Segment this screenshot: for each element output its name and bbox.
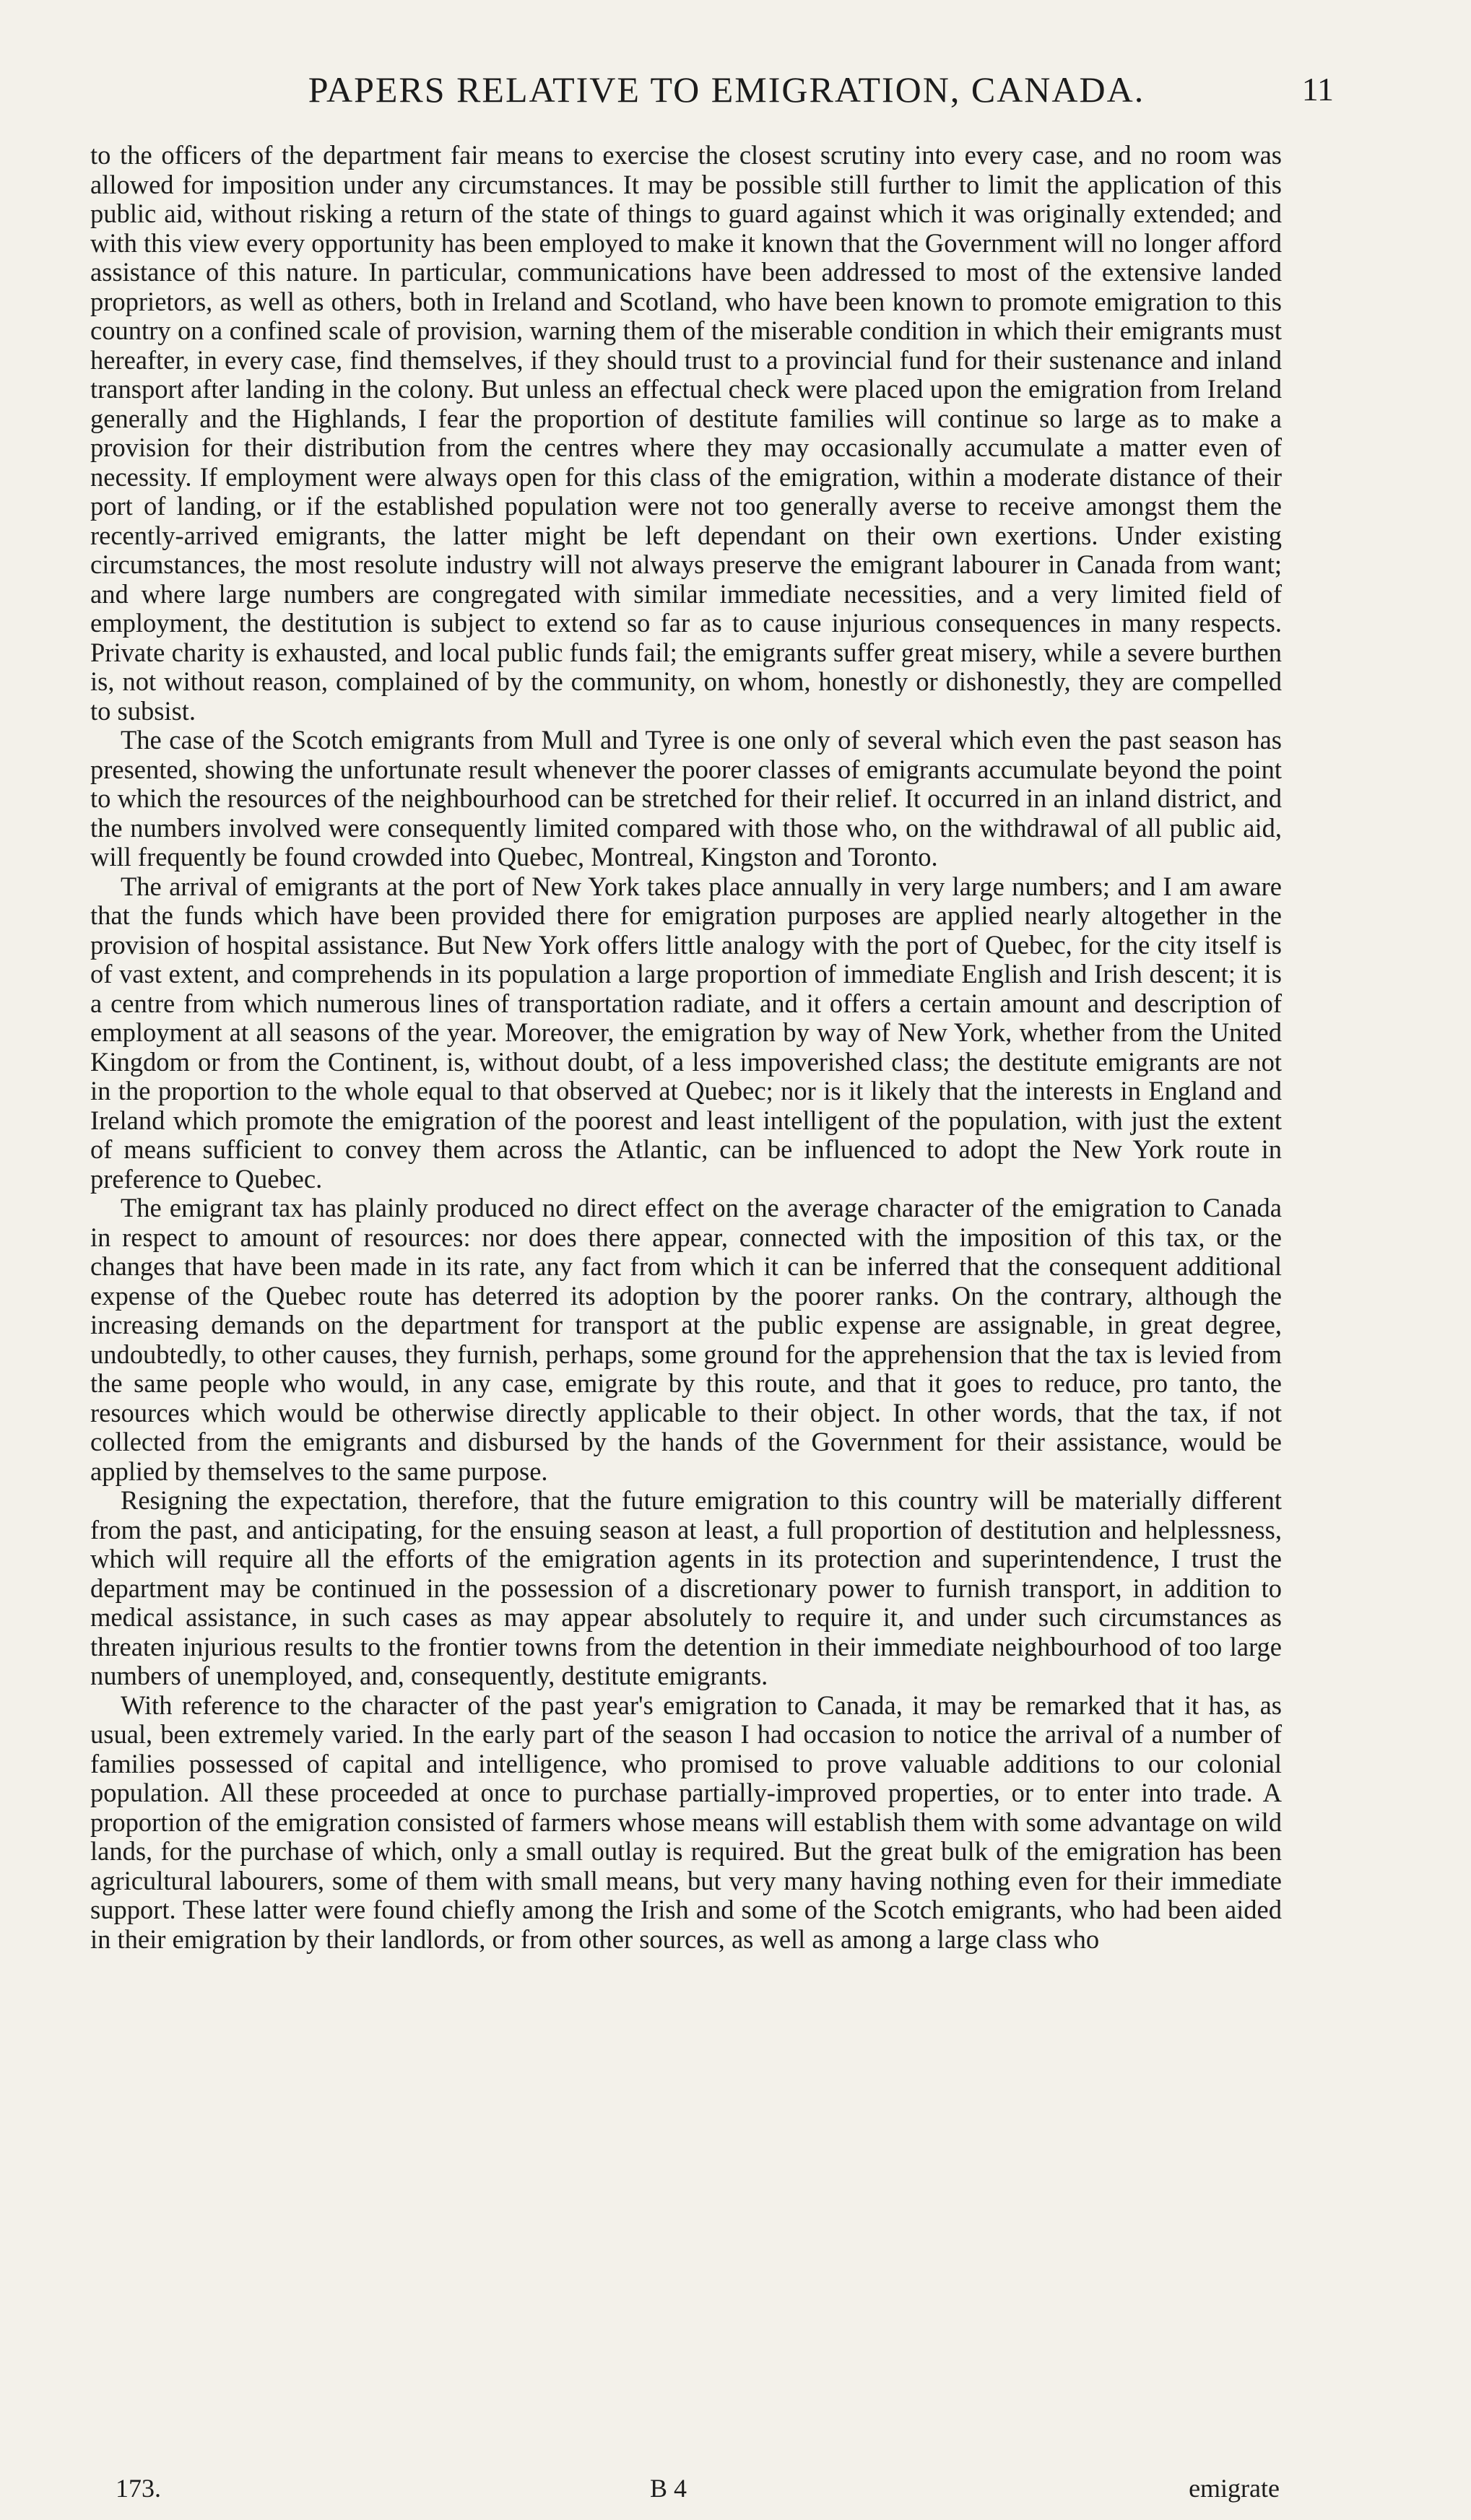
paragraph: Resigning the expectation, therefore, that the future emigration to this country will be materially different from the past, and anticipating, for the ensuing season at least, a full proportion of destitution and helplessness, which will require all the efforts of the emigration agents in its protection and superintendence, I trust the department may be continued in the possession of a discretionary power to furnish transport, in addition to medical assistance, in such cases as may appear absolutely to require it, and under such circumstances as threaten injurious results to the frontier towns from the detention in their immediate neighbourhood of too large numbers of unemployed, and, consequently, destitute emigrants. <box>90 1485 1282 1690</box>
paragraph: to the officers of the department fair means to exercise the closest scrutiny into every case, and no room was allowed for imposition under any circumstances. It may be possible still further to limit the application of this public aid, without risking a return of the state of things to guard against which it was originally extended; and with this view every opportunity has been employed to make it known that the Government will no longer afford assistance of this nature. In particular, communications have been addressed to most of the extensive landed proprietors, as well as others, both in Ireland and Scotland, who have been known to promote emigration to this country on a confined scale of provision, warning them of the miserable condition in which their emigrants must hereafter, in every case, find themselves, if they should trust to a provincial fund for their sustenance and inland transport after landing in the colony. But unless an effectual check were placed upon the emigration from Ireland generally and the Highlands, I fear the proportion of destitute families will continue so large as to make a provision for their distribution from the centres where they may occasionally accumulate a matter even of necessity. If employment were always open for this class of the emigration, within a moderate distance of their port of landing, or if the established population were not too generally averse to receive amongst them the recently-arrived emigrants, the latter might be left dependant on their own exertions. Under existing circumstances, the most resolute industry will not always preserve the emigrant labourer in Canada from want; and where large numbers are congregated with similar immediate necessities, and a very limited field of employment, the destitution is subject to extend so far as to cause injurious consequences in many respects. Private charity is exhausted, and local public funds fail; the emigrants suffer great misery, while a severe burthen is, not without reason, complained of by the community, on whom, honestly or dishonestly, they are compelled to subsist. <box>90 140 1282 726</box>
paragraph: With reference to the character of the past year's emigration to Canada, it may be remarked that it has, as usual, been extremely varied. In the early part of the season I had occasion to notice the arrival of a number of families possessed of capital and intelligence, who promised to prove valuable additions to our colonial population. All these proceeded at once to purchase partially-improved properties, or to enter into trade. A proportion of the emigration consisted of farmers whose means will establish them with some advantage on wild lands, for the purchase of which, only a small outlay is required. But the great bulk of the emigration has been agricultural labourers, some of them with small means, but very many having nothing even for their immediate support. These latter were found chiefly among the Irish and some of the Scotch emigrants, who had been aided in their emigration by their landlords, or from other sources, as well as among a large class who <box>90 1690 1282 1954</box>
body-text <box>90 141 1282 1954</box>
page-number: 11 <box>1301 71 1334 108</box>
page-header <box>119 69 1334 134</box>
running-title: PAPERS RELATIVE TO EMIGRATION, CANADA. <box>308 69 1145 110</box>
paragraph: The emigrant tax has plainly produced no direct effect on the average character of the emigration to Canada in respect to amount of resources: nor does there appear, connected with the imposition of this tax, or the changes that have been made in its rate, any fact from which it can be inferred that the consequent additional expense of the Quebec route has deterred its adoption by the poorer ranks. On the contrary, although the increasing demands on the department for transport at the public expense are assignable, in great degree, undoubtedly, to other causes, they furnish, perhaps, some ground for the apprehension that the tax is levied from the same people who would, in any case, emigrate by this route, and that it goes to reduce, pro tanto, the resources which would be otherwise directly applicable to their object. In other words, that the tax, if not collected from the emigrants and disbursed by the hands of the Government for their assistance, would be applied by themselves to the same purpose. <box>90 1193 1282 1486</box>
page-footer <box>116 2473 1280 2509</box>
paragraph: The arrival of emigrants at the port of New York takes place annually in very large numbers; and I am aware that the funds which have been provided there for emigration purposes are applied nearly altogether in the provision of hospital assistance. But New York offers little analogy with the port of Quebec, for the city itself is of vast extent, and comprehends in its population a large proportion of immediate English and Irish descent; it is a centre from which numerous lines of transportation radiate, and it offers a certain amount and description of employment at all seasons of the year. Moreover, the emigration by way of New York, whether from the United Kingdom or from the Continent, is, without doubt, of a less impoverished class; the destitute emigrants are not in the proportion to the whole equal to that observed at Quebec; nor is it likely that the interests in England and Ireland which promote the emigration of the poorest and least intelligent of the population, with just the extent of means sufficient to convey them across the Atlantic, can be influenced to adopt the New York route in preference to Quebec. <box>90 871 1282 1194</box>
signature-mark: B 4 <box>650 2474 687 2503</box>
sheet-number: 173. <box>116 2474 161 2503</box>
catchword: emigrate <box>1189 2474 1280 2503</box>
paragraph: The case of the Scotch emigrants from Mull and Tyree is one only of several which even the past season has presented, showing the unfortunate result whenever the poorer classes of emigrants accumulate beyond the point to which the resources of the neighbourhood can be stretched for their relief. It occurred in an inland district, and the numbers involved were consequently limited compared with those who, on the withdrawal of all public aid, will frequently be found crowded into Quebec, Montreal, Kingston and Toronto. <box>90 725 1282 872</box>
